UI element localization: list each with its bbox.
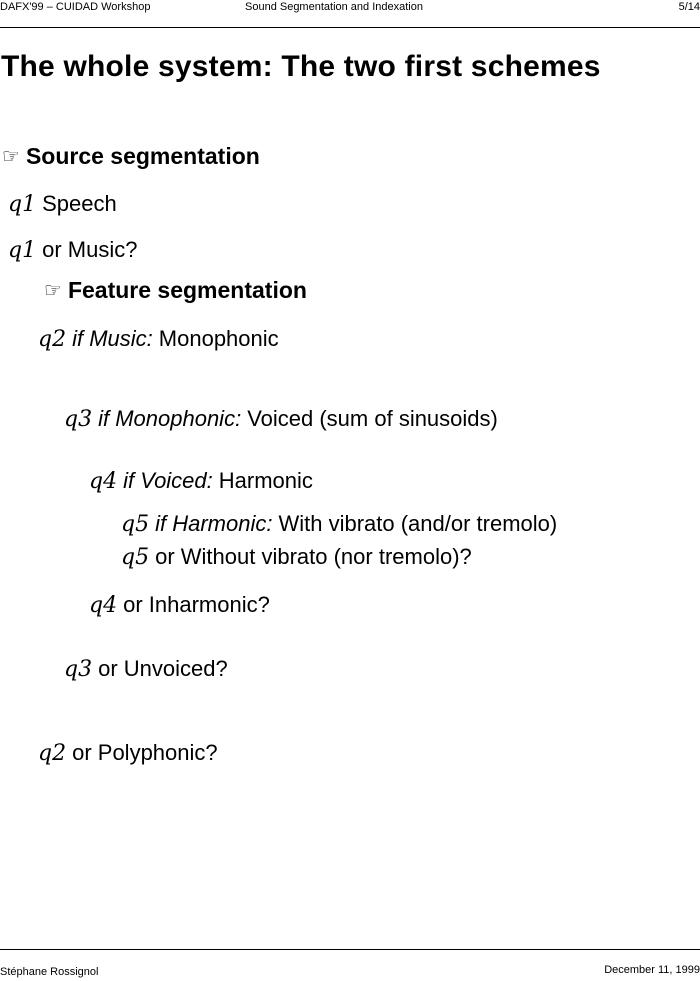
- slide-footer: [0, 949, 700, 981]
- q5-no-vibrato-line: [121, 543, 472, 572]
- pointing-hand-icon: ☞: [2, 146, 20, 168]
- line-text: Speech: [42, 191, 117, 216]
- line-text: Harmonic: [218, 468, 313, 493]
- footer-author: Stéphane Rossignol: [0, 966, 99, 978]
- condition-label: if Voiced:: [123, 468, 213, 493]
- condition-label: if Harmonic:: [155, 511, 273, 536]
- q1-music-line: [8, 236, 137, 265]
- var-label: q3: [64, 657, 93, 682]
- var-label: q1: [8, 192, 37, 217]
- var-label: q4: [89, 469, 118, 494]
- feature-segmentation-label: Feature segmentation: [67, 277, 307, 303]
- condition-label: if Music:: [72, 326, 153, 351]
- var-label: q2: [38, 741, 67, 766]
- q3-voiced-line: [64, 405, 498, 434]
- feature-segmentation-heading: [44, 276, 307, 306]
- q1-speech-line: [8, 190, 117, 219]
- line-text: or Music?: [42, 237, 138, 262]
- var-label: q5: [121, 512, 150, 537]
- pointing-hand-icon: ☞: [44, 280, 62, 302]
- var-label: q2: [38, 327, 67, 352]
- footer-date: December 11, 1999: [604, 964, 700, 976]
- header-conference: DAFX'99 – CUIDAD Workshop: [0, 1, 151, 13]
- source-segmentation-label: Source segmentation: [25, 143, 260, 169]
- var-label: q1: [8, 238, 37, 263]
- line-text: or Inharmonic?: [123, 592, 270, 617]
- slide-header: [0, 0, 700, 28]
- header-topic: Sound Segmentation and Indexation: [245, 1, 423, 13]
- line-text: Monophonic: [158, 326, 279, 351]
- line-text: or Unvoiced?: [98, 656, 228, 681]
- line-text: Voiced (sum of sinusoids): [247, 406, 498, 431]
- line-text: or Without vibrato (nor tremolo)?: [155, 544, 472, 569]
- q3-unvoiced-line: [64, 655, 228, 684]
- line-text: or Polyphonic?: [72, 740, 218, 765]
- line-text: With vibrato (and/or tremolo): [278, 511, 558, 536]
- slide-title: The whole system: The two first schemes: [1, 50, 601, 83]
- q2-polyphonic-line: [38, 739, 218, 768]
- condition-label: if Monophonic:: [98, 406, 242, 431]
- q4-harmonic-line: [89, 467, 313, 496]
- source-segmentation-heading: [2, 142, 260, 172]
- q2-monophonic-line: [38, 325, 279, 354]
- var-label: q5: [121, 545, 150, 570]
- var-label: q4: [89, 593, 118, 618]
- q4-inharmonic-line: [89, 591, 270, 620]
- header-page-number: 5/14: [678, 1, 700, 13]
- q5-vibrato-line: [121, 510, 557, 539]
- var-label: q3: [64, 407, 93, 432]
